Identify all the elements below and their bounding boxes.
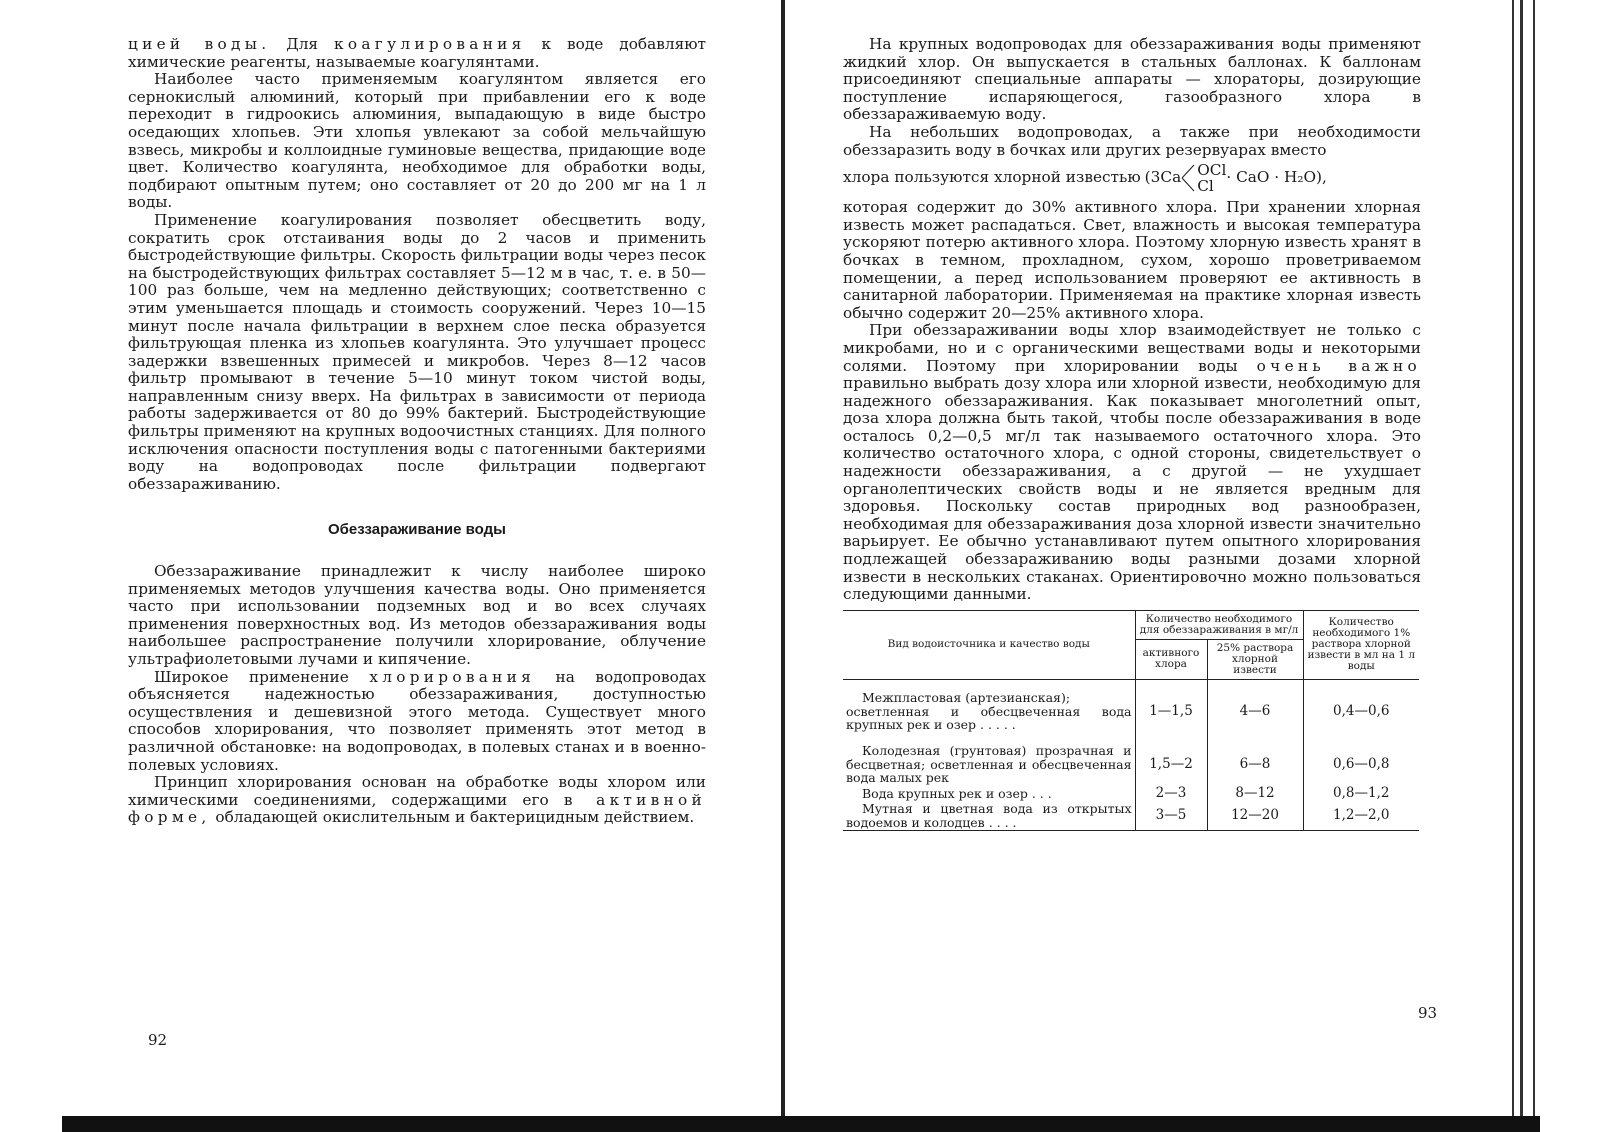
section-heading: Обеззараживание воды xyxy=(328,521,506,539)
table-row xyxy=(843,801,1419,831)
paragraph: Принцип хлорирования основан на обработке воды хлором или химическими соединениями, содержащими его в активной форме, обладающей окислительным и бактерицидным действием. xyxy=(128,773,706,827)
paragraph: Обеззараживание принадлежит к числу наиболее широко применяемых методов улучшения качества воды. Оно применяется часто при использовании подземных вод и во всех случаях применения поверхностных вод. Из методов обеззараживания воды наибольшее распространение получили хлорирование, облучение ультрафиолетовыми лучами и кипячение. xyxy=(128,562,706,668)
book-gutter xyxy=(781,0,785,1122)
paragraph: При обеззараживании воды хлор взаимодействует не только с микробами, но и с органическими веществами воды и некоторыми солями. Поэтому при хлорировании воды очень важно правильно выбрать дозу хлора или хлорной извести, необходимую для надежного обеззараживания. Как показывает многолетний опыт, доза хлора должна быть такой, чтобы после обеззараживания в воде осталось 0,2—0,5 мг/л так называемого остаточного хлора. Это количество остаточного хлора, с одной стороны, свидетельствует о надежности обеззараживания, а с другой — не ухудшает органолептических свойств воды и не является вредным для здоровья. Поскольку состав природных вод разнообразен, необходимая для обеззараживания доза хлорной извести значительно варьирует. Ее обычно устанавливают путем опытного хлорирования подлежащей обеззараживанию воды разными дозами хлорной извести в нескольких стаканах. Ориентировочно можно пользоваться следующими данными. xyxy=(843,321,1421,604)
right-page xyxy=(843,36,1421,831)
formula-branch-labels xyxy=(1197,162,1226,194)
page-edge-line xyxy=(1533,0,1535,1116)
page-number: 93 xyxy=(1418,1004,1438,1022)
table-cell-lime25: 6—8 xyxy=(1207,743,1303,786)
table-cell-lime1: 0,6—0,8 xyxy=(1303,743,1419,786)
table-header-source: Вид водоисточника и качество воды xyxy=(843,610,1135,679)
table-cell-active: 2—3 xyxy=(1135,786,1207,802)
table-header-lime1: Количество необходимого 1% раствора хлорной извести в мл на 1 л воды xyxy=(1303,610,1419,679)
paragraph: Применение коагулирования позволяет обесцветить воду, сократить срок отстаивания воды до 2 часов и применить быстродействующие фильтры. Скорость фильтрации воды через песок на быстродействующих фильтрах составляет 5—12 м в час, т. е. в 50—100 раз больше, чем на медленно действующих; соответственно с этим уменьшается площадь и стоимость сооружений. Через 10—15 минут после начала фильтрации в верхнем слое песка образуется фильтрующая пленка из хлопьев коагулянта. Это улучшает процесс задержки взвешенных примесей и микробов. Через 8—12 часов фильтр промывают в течение 5—10 минут током чистой воды, направленным снизу вверх. На фильтрах в зависимости от периода работы задерживается от 80 до 99% бактерий. Быстродействующие фильтры применяют на крупных водоочистных станциях. Для полного исключения опасности поступления воды с патогенными бактериями воду на водопроводах после фильтрации подвергают обеззараживанию. xyxy=(128,210,706,493)
table-cell-lime25: 8—12 xyxy=(1207,786,1303,802)
table-row xyxy=(843,743,1419,786)
table-cell-lime1: 0,8—1,2 xyxy=(1303,786,1419,802)
paragraph: Наиболее часто применяемым коагулянтом является его сернокислый алюминий, который при прибавлении его к воде переходит в гидроокись алюминия, выпадающую в виде быстро оседающих хлопьев. Эти хлопья увлекают за собой мельчайшую взвесь, микробы и коллоидные гуминовые вещества, придающие воде цвет. Количество коагулянта, необходимое для обработки воды, подбирают опытным путем; оно составляет от 20 до 200 мг на 1 л воды. xyxy=(128,70,706,212)
left-page xyxy=(128,36,706,827)
chlorination-dose-table xyxy=(843,610,1419,832)
table-cell-lime1: 1,2—2,0 xyxy=(1303,801,1419,831)
formula-line xyxy=(843,161,1421,195)
formula-branch-icon xyxy=(1181,161,1195,195)
formula-top: OCl xyxy=(1197,161,1227,180)
table-cell-source: Вода крупных рек и озер . . . xyxy=(862,785,1052,801)
paragraph: цией воды. Для коагулирования к воде добавляют химические реагенты, называемые коагулянтами. xyxy=(128,35,706,71)
table-cell-lime1: 0,4—0,6 xyxy=(1303,679,1419,743)
table-header-active: активного хлора xyxy=(1135,639,1207,679)
table-cell-source: Мутная и цветная вода из открытых водоемов и колодцев . . . . xyxy=(843,801,1135,831)
page-number: 92 xyxy=(148,1031,168,1049)
table-cell-source: Межпластовая (артезианская); осветленная и обесцвеченная вода крупных рек и озер . . . . . xyxy=(846,690,1132,733)
paragraph: На небольших водопроводах, а также при необходимости обеззаразить воду в бочках или других резервуарах вместо xyxy=(843,122,1421,159)
table-cell-active: 1—1,5 xyxy=(1135,679,1207,743)
paragraph: которая содержит до 30% активного хлора. При хранении хлорная известь может распадаться. Свет, влажность и высокая температура ускоряют потерю активного хлора. Поэтому хлорную известь хранят в бочках в темном, прохладном, сухом, хорошо проветриваемом помещении, а перед использованием проверяют ее активность в санитарной лаборатории. Применяемая на практике хлорная известь обычно содержит 20—25% активного хлора. xyxy=(843,198,1421,322)
scan-bottom-edge xyxy=(62,1116,1540,1132)
page-edge-line xyxy=(1512,0,1514,1116)
paragraph: На крупных водопроводах для обеззараживания воды применяют жидкий хлор. Он выпускается в стальных баллонах. К баллонам присоединяют специальные аппараты — хлораторы, дозирующие поступление испаряющегося, газообразного хлора в обеззараживаемую воду. xyxy=(843,35,1421,124)
table-cell-lime25: 4—6 xyxy=(1207,679,1303,743)
formula-lead-text: хлора пользуются хлорной известью xyxy=(843,168,1141,187)
table-header-lime25: 25% раствора хлорной извести xyxy=(1207,639,1303,679)
formula-bottom: Cl xyxy=(1197,177,1214,196)
table-cell-lime25: 12—20 xyxy=(1207,801,1303,831)
table-cell-active: 3—5 xyxy=(1135,801,1207,831)
page-edge-line xyxy=(1520,0,1523,1116)
table-row xyxy=(843,679,1419,743)
chemical-formula xyxy=(1145,161,1327,195)
formula-start: (3Ca xyxy=(1144,168,1182,187)
paragraph: Широкое применение хлорирования на водопроводах объясняется надежностью обеззараживания, доступностью осуществления и дешевизной этого метода. Существует много способов хлорирования, что позволяет применять этот метод в различной обстановке: на водопроводах, в полевых станах и в военно-полевых условиях. xyxy=(128,667,706,774)
table-row xyxy=(843,786,1419,802)
formula-end: · CaO · H₂O), xyxy=(1226,168,1327,187)
table-cell-active: 1,5—2 xyxy=(1135,743,1207,786)
table-cell-source: Колодезная (грунтовая) прозрачная и бесцветная; осветленная и обесцвеченная вода малых рек xyxy=(846,743,1132,786)
table-header-group: Количество необходимого для обеззараживания в мг/л xyxy=(1135,610,1303,639)
